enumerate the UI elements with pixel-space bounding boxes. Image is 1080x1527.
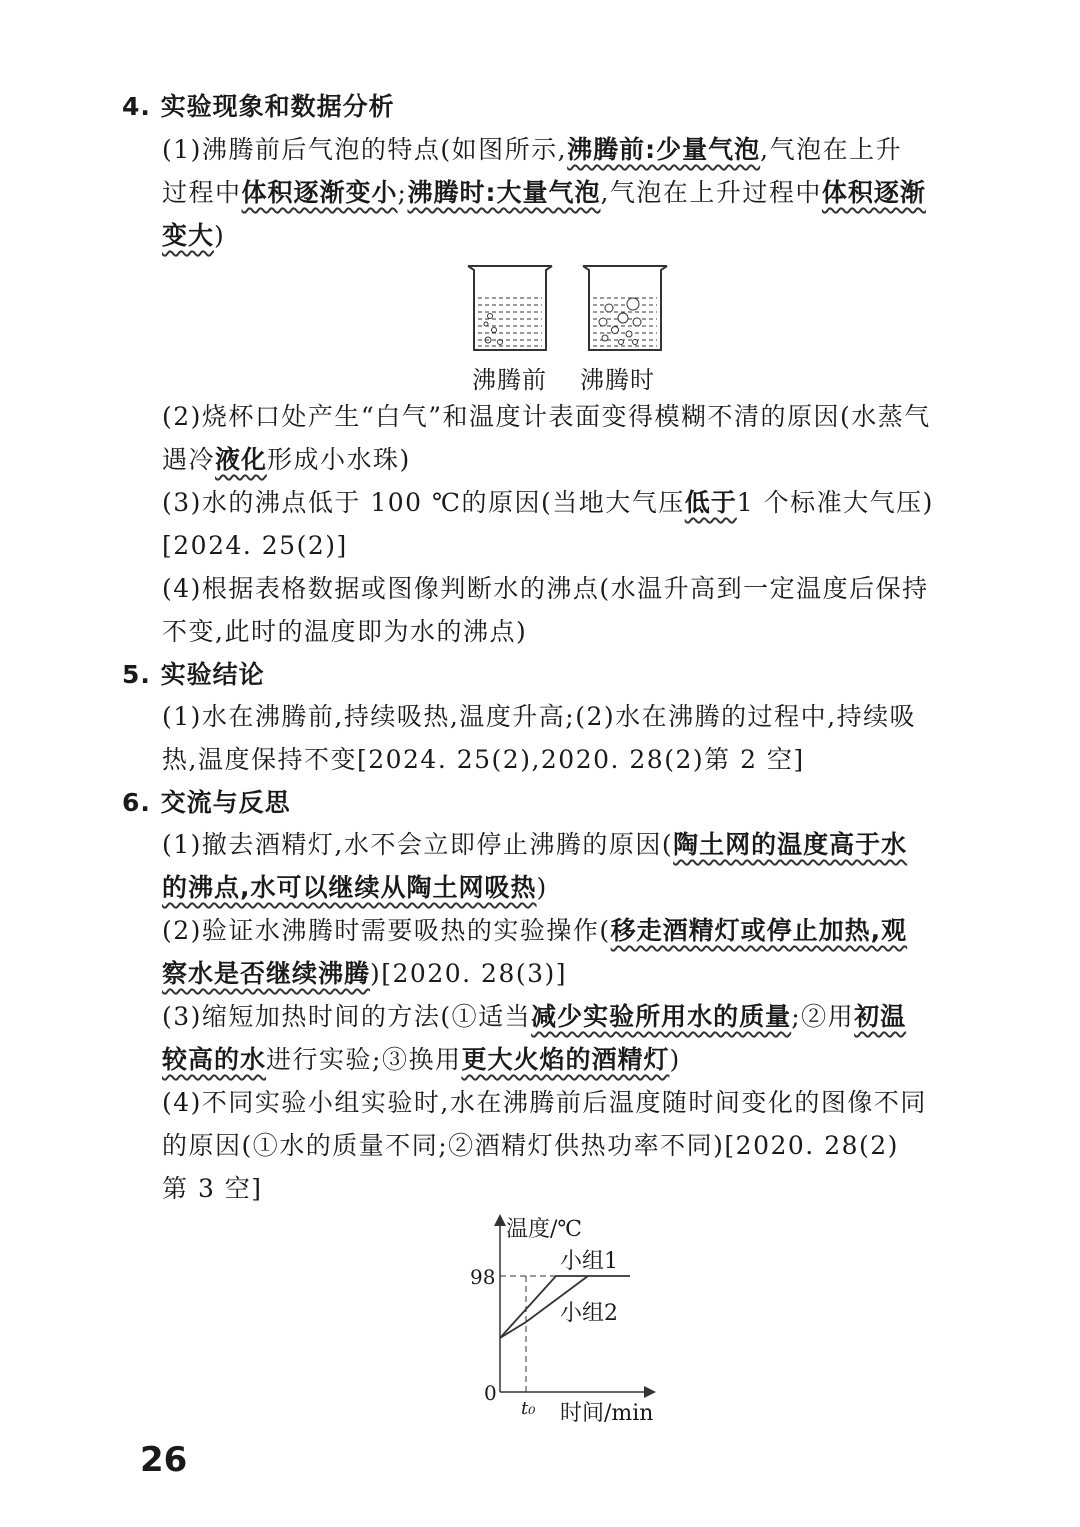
y-axis-label: 温度/℃ — [506, 1217, 583, 1242]
series-label-group1: 小组1 — [560, 1249, 618, 1274]
x-axis-label: 时间/min — [560, 1401, 654, 1426]
s4-p3-line2: [2024. 25(2)] — [162, 531, 348, 560]
s5-line1: (1)水在沸腾前,持续吸热,温度升高;(2)水在沸腾的过程中,持续吸 — [162, 702, 917, 731]
beaker-before — [468, 266, 552, 350]
temperature-time-chart — [470, 1210, 680, 1430]
s6-p4-line3: 第 3 空] — [162, 1174, 263, 1203]
s4-p1-line1: (1)沸腾前后气泡的特点(如图所示,沸腾前:少量气泡,气泡在上升 — [162, 135, 903, 164]
s4-p2-line2: 遇冷液化形成小水珠) — [162, 445, 411, 474]
s6-p3-line2: 较高的水进行实验;③换用更大火焰的酒精灯) — [162, 1045, 681, 1074]
origin-label: 0 — [484, 1381, 497, 1405]
section-6-heading: 6. 交流与反思 — [122, 788, 291, 817]
beaker-during-label: 沸腾时 — [580, 366, 655, 394]
s5-line2: 热,温度保持不变[2024. 25(2),2020. 28(2)第 2 空] — [162, 745, 805, 774]
series-label-group2: 小组2 — [560, 1301, 618, 1326]
s4-p4-line1: (4)根据表格数据或图像判断水的沸点(水温升高到一定温度后保持 — [162, 574, 929, 603]
beaker-during — [583, 266, 667, 350]
s6-p1-line1: (1)撤去酒精灯,水不会立即停止沸腾的原因(陶土网的温度高于水 — [162, 830, 908, 859]
x-tick-t0: t₀ — [521, 1398, 536, 1419]
s6-p3-line1: (3)缩短加热时间的方法(①适当减少实验所用水的质量;②用初温 — [162, 1002, 907, 1031]
s4-p1-line2: 过程中体积逐渐变小;沸腾时:大量气泡,气泡在上升过程中体积逐渐 — [162, 178, 926, 207]
s4-p3-line1: (3)水的沸点低于 100 ℃的原因(当地大气压低于1 个标准大气压) — [162, 488, 934, 517]
beaker-before-label: 沸腾前 — [472, 366, 547, 394]
s4-p1-line3: 变大) — [162, 221, 226, 250]
s6-p1-line2: 的沸点,水可以继续从陶土网吸热) — [162, 873, 548, 902]
s6-p4-line1: (4)不同实验小组实验时,水在沸腾前后温度随时间变化的图像不同 — [162, 1088, 927, 1117]
s4-p2-line1: (2)烧杯口处产生“白气”和温度计表面变得模糊不清的原因(水蒸气 — [162, 402, 931, 431]
s4-p4-line2: 不变,此时的温度即为水的沸点) — [162, 617, 528, 646]
section-5-heading: 5. 实验结论 — [122, 660, 265, 689]
y-tick-98: 98 — [470, 1265, 496, 1289]
section-4-heading: 4. 实验现象和数据分析 — [122, 92, 395, 121]
s6-p2-line1: (2)验证水沸腾时需要吸热的实验操作(移走酒精灯或停止加热,观 — [162, 916, 908, 945]
s6-p4-line2: 的原因(①水的质量不同;②酒精灯供热功率不同)[2020. 28(2) — [162, 1131, 899, 1160]
beaker-figure — [460, 258, 680, 358]
page-number: 26 — [140, 1440, 188, 1480]
s6-p2-line2: 察水是否继续沸腾)[2020. 28(3)] — [162, 959, 568, 988]
